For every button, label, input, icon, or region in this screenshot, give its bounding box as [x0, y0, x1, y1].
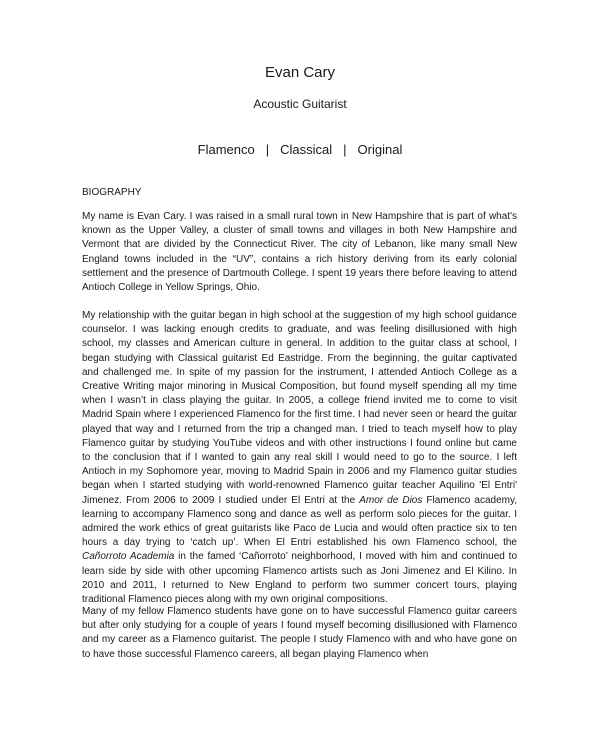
- biography-paragraph-2: [82, 309, 517, 607]
- artist-name: Evan Cary: [264, 64, 336, 81]
- paragraph-2-text-a: My relationship with the guitar began in high school at the suggestion of my high school guidance counselor. I was lacking enough credits to graduate, and was feeling disillusioned with high school, my classes and American culture in general. In addition to the guitar class at school, I began studying with Classical guitarist Ed Eastridge. From the beginning, the guitar captivated and challenged me. In spite of my passion for the instrument, I attended Antioch College as a Creative Writing major minoring in Musical Composition, but found myself spending all my time when I wasn’t in class playing the guitar. In 2005, a college friend invited me to come to visit Madrid Spain where I experienced Flamenco for the first time. I had never seen or heard the guitar played that way and I returned from the trip a changed man. I tried to teach myself how to play Flamenco guitar by studying YouTube videos and with other instructions I found online but came to the conclusion that if I wanted to gain any real skill I would need to go to the source. I left Antioch in my Sophomore year, moving to Madrid Spain in 2006 and my Flamenco guitar studies began when I started studying with world-renowned Flamenco guitar teacher Aquilino 'El Entri' Jimenez. From 2006 to 2009 I studied under El Entri at the: [82, 310, 517, 506]
- amor-de-dios-italic: Amor de Dios: [359, 494, 423, 506]
- genre-list: [0, 142, 600, 158]
- biography-paragraph-3: Many of my fellow Flamenco students have gone on to have successful Flamenco guitar careers but after only studying for a couple of years I found myself becoming disillusioned with Flamenco and my career as a Flamenco guitarist. The people I study Flamenco with and who have gone on to have those successful Flamenco careers, all began playing Flamenco when: [82, 606, 517, 660]
- genre-separator: |: [343, 142, 347, 157]
- paragraph-2-text-c: in the famed ‘Cañorroto’ neighborhood, I moved with him and continued to learn side by side with other upcoming Flamenco artists such as Joni Jimenez and El Kilino. In 2010 and 2011, I returned to New England to perform two summer concert tours, playing traditional Flamenco pieces along with my own original compositions.: [82, 551, 518, 606]
- biography-paragraph-1: My name is Evan Cary. I was raised in a small rural town in New Hampshire that is part of what's known as the Upper Valley, a cluster of small towns and villages in both New Hampshire and Vermont that are divided by the Connecticut River. The city of Lebanon, like many small New England towns included in the “UV”, contains a rich history deriving from its early colonial settlement and the presence of Dartmouth College. I spent 19 years there before leaving to attend Antioch College in Yellow Springs, Ohio.: [82, 211, 517, 294]
- genre-original: Original: [357, 142, 403, 157]
- genre-classical: Classical: [280, 142, 333, 157]
- genre-flamenco: Flamenco: [197, 142, 255, 157]
- artist-role: Acoustic Guitarist: [253, 97, 347, 111]
- paragraph-2-text-b: Flamenco academy, learning to accompany Flamenco song and dance as well as perform solo pieces for the guitar. I admired the work ethics of great guitarists like Paco de Lucia and would often practice six to ten hours a day trying to ‘catch up’. When El Entri established his own Flamenco school, the: [82, 494, 518, 549]
- genre-separator: |: [265, 142, 270, 157]
- canorroto-academia-italic: Cañorroto Academia: [82, 551, 175, 563]
- biography-heading: BIOGRAPHY: [82, 187, 142, 198]
